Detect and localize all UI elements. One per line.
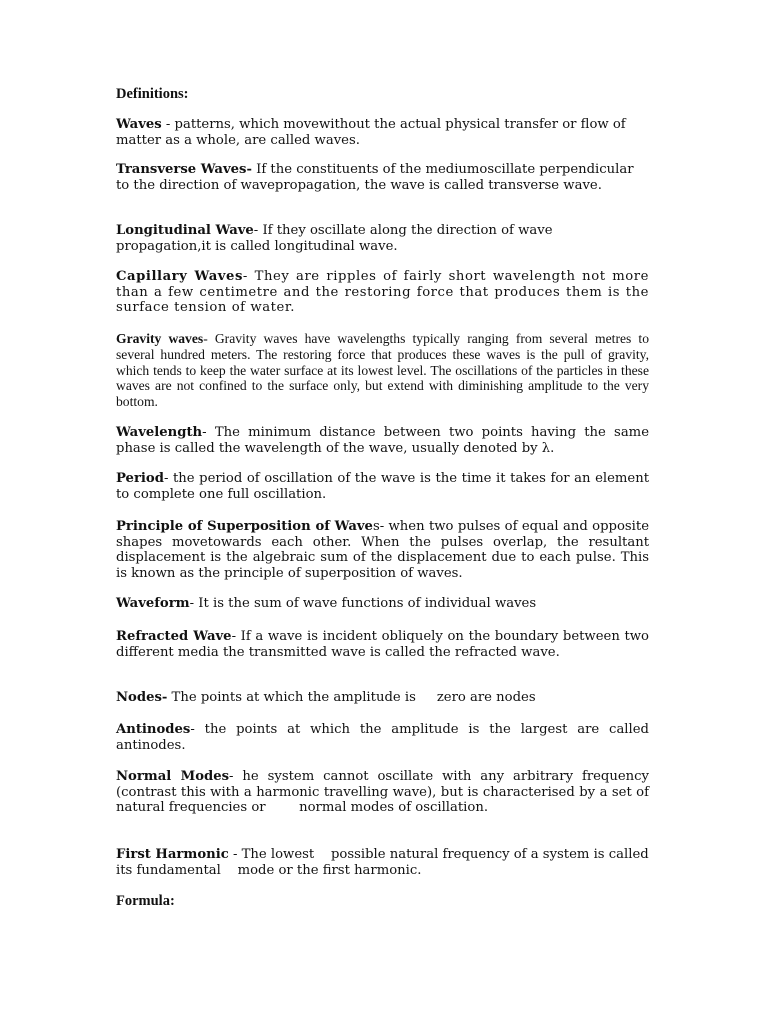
definition-term: Normal Modes [116,769,230,784]
definition-longitudinal-wave [116,223,649,254]
definitions-heading: Definitions: [116,86,189,102]
definition-term: Gravity waves [116,331,204,346]
definition-term: Waves [116,117,162,132]
definition-term: Period [116,471,164,486]
definition-text: - It is the sum of wave functions of individual waves [189,596,537,611]
definition-term: Transverse Waves- [116,162,252,177]
definition-term: Principle of Superposition of Wave [116,519,373,534]
definition-text: - the period of oscillation of the wave is the time it takes for an element to complete one full oscillation. [116,471,649,502]
formula-heading: Formula: [116,893,175,909]
definition-term: Waveform [116,596,190,611]
definition-text: - the points at which the amplitude is the largest are called antinodes. [116,722,649,753]
definition-antinodes [116,722,649,753]
definition-term: Refracted Wave [116,629,232,644]
definition-superposition [116,519,649,581]
definition-waveform [116,596,649,612]
definition-normal-modes [116,769,654,816]
definition-text: - They are ripples of fairly short wavelength not more than a few centimetre and the restoring force that produces them is the surface tension of water. [116,269,649,316]
definition-text: If the constituents of the mediumoscillate perpendicular to the direction of wavepropagation, the wave is called transverse wave. [116,162,634,193]
definition-term: Longitudinal Wave [116,223,254,238]
definition-wavelength [116,425,649,456]
definition-text: - If a wave is incident obliquely on the boundary between two different media the transmitted wave is called the refracted wave. [116,629,649,660]
definition-text: - The lowest possible natural frequency of a system is called its fundamental mode or the first harmonic. [116,847,653,878]
definition-capillary-waves [116,269,649,316]
definition-refracted-wave [116,629,649,660]
definition-period [116,471,649,502]
definition-text: - he system cannot oscillate with any arbitrary frequency (contrast this with a harmonic travelling wave), but is characterised by a set of natural frequencies or normal modes of oscillation. [116,769,654,816]
definition-term: Antinodes [116,722,191,737]
definition-waves [116,117,649,148]
definition-gravity-waves [116,331,649,410]
definition-text: - If they oscillate along the direction of wave propagation,it is called longitudinal wave. [116,223,553,254]
definition-first-harmonic [116,847,653,878]
definition-text: - patterns, which movewithout the actual physical transfer or flow of matter as a whole, are called waves. [116,117,626,148]
definition-term: Capillary Waves [116,269,243,284]
definition-text: The points at which the amplitude is zero are nodes [167,690,536,705]
definition-transverse-waves [116,162,649,193]
definition-text: s- when two pulses of equal and opposite shapes movetowards each other. When the pulses overlap, the resultant displacement is the algebraic sum of the displacement due to each pulse. This is known as the principle of superposition of waves. [116,519,649,581]
definition-nodes [116,690,649,706]
definition-text: - The minimum distance between two points having the same phase is called the wavelength of the wave, usually denoted by λ. [116,425,649,456]
definition-term: Wavelength [116,425,203,440]
definition-term: Nodes- [116,690,168,705]
definition-text: - Gravity waves have wavelengths typically ranging from several metres to several hundred meters. The restoring force that produces these waves is the pull of gravity, which tends to keep the water surface at its lowest level. The oscillations of the particles in these waves are not confined to the surface only, but extend with diminishing amplitude to the very bottom. [116,331,650,410]
definition-term: First Harmonic [116,847,229,862]
